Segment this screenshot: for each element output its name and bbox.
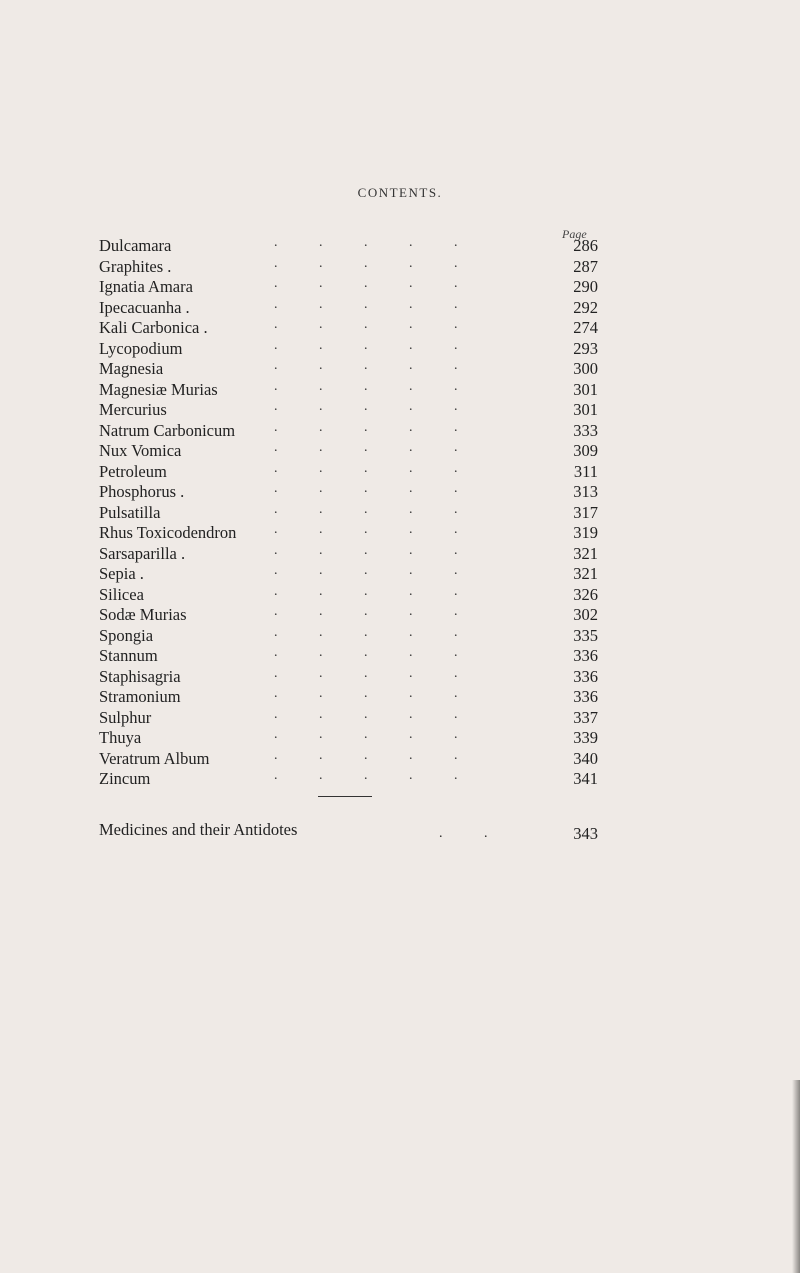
toc-entry-leader: . . . . . [274,235,458,250]
toc-entry-page: 302 [573,605,598,624]
page-edge-shadow [792,1080,800,1273]
toc-entry-page: 341 [573,769,598,788]
toc-entry-name: Ipecacuanha . [99,297,190,317]
toc-entry-leader: . . . . . [274,481,458,496]
toc-entry-name: Petroleum [99,461,167,481]
toc-entry-name: Phosphorus . [99,482,185,501]
toc-entry-name: Graphites . [99,256,172,276]
toc-entry-leader: . . . . . [274,276,458,291]
contents-heading: CONTENTS. [357,185,443,200]
toc-entry-name: Natrum Carbonicum [99,420,236,440]
toc-entry-leader: . . . . . [274,665,458,681]
final-entry-page: 343 [573,824,598,843]
toc-entry-name: Mercurius [99,400,167,419]
toc-entry-page: 340 [573,748,598,768]
toc-entry [99,769,639,790]
toc-entry-name: Nux Vomica [99,441,182,460]
toc-entry-page: 301 [573,400,598,419]
toc-entry-name: Stramonium [99,687,181,706]
toc-entry-name: Veratrum Album [99,748,210,768]
toc-entry-leader: . . . . . [274,317,458,332]
toc-entry-leader: . . . . . [274,501,458,517]
toc-entry-leader: . . . . . [274,686,458,701]
toc-entry-page: 292 [573,297,598,317]
toc-entry-leader: . . . . . [274,378,458,394]
toc-entry-page: 326 [573,584,598,604]
toc-entry-page: 309 [573,441,598,460]
toc-entry-name: Sodæ Murias [99,605,187,624]
toc-entry-leader: . . . . . [274,296,458,312]
toc-entry-page: 335 [573,625,598,645]
page-column-label: Page [562,227,587,241]
toc-entry-page: 311 [573,461,598,481]
toc-entry-name: Pulsatilla [99,502,161,522]
toc-entry-page: 337 [573,707,598,727]
toc-entry-leader: . . . . . [274,604,458,619]
toc-entry-name: Sarsaparilla . [99,543,186,563]
toc-entry-name: Magnesiæ Murias [99,379,218,399]
toc-entry-page: 339 [573,728,598,747]
toc-entry-page: 317 [573,502,598,522]
section-divider [318,796,372,797]
toc-entry-leader: . . . . . [274,768,458,783]
toc-entry-leader: . . . . . [274,358,458,373]
toc-entry-leader: . . . . . [274,440,458,455]
final-entry-leader: . . [439,826,488,841]
toc-entry-leader: . . . . . [274,706,458,722]
toc-entry-page: 290 [573,277,598,296]
toc-entry-page: 293 [573,338,598,358]
toc-entry-name: Sepia . [99,564,144,583]
toc-entry-page: 333 [573,420,598,440]
toc-entry-page: 319 [573,523,598,542]
toc-entry-leader: . . . . . [274,645,458,660]
toc-entry-leader: . . . . . [274,522,458,537]
toc-entry-leader: . . . . . [274,563,458,578]
toc-entry-name: Thuya [99,728,142,747]
toc-entry-leader: . . . . . [274,727,458,742]
toc-entry-name: Dulcamara [99,236,172,255]
toc-entry-page: 287 [573,256,598,276]
toc-entry-name: Kali Carbonica . [99,318,208,337]
table-of-contents [99,236,639,790]
toc-entry-name: Staphisagria [99,666,181,686]
toc-entry-page: 274 [573,318,598,337]
toc-entry-page: 321 [573,543,598,563]
toc-entry-leader: . . . . . [274,747,458,763]
toc-entry-leader: . . . . . [274,337,458,353]
toc-entry-name: Sulphur [99,707,152,727]
toc-entry-leader: . . . . . [274,542,458,558]
toc-entry-page: 286 [573,236,598,255]
toc-entry-name: Silicea [99,584,144,604]
toc-entry-page: 336 [573,646,598,665]
toc-entry-page: 336 [573,687,598,706]
toc-entry-leader: . . . . . [274,255,458,271]
final-entry-name: Medicines and their Antidotes [99,820,298,839]
toc-entry-leader: . . . . . [274,399,458,414]
toc-entry-name: Stannum [99,646,158,665]
toc-entry-name: Ignatia Amara [99,277,193,296]
toc-entry-name: Magnesia [99,359,164,378]
toc-entry-leader: . . . . . [274,583,458,599]
toc-entry-page: 313 [573,482,598,501]
toc-entry-name: Rhus Toxicodendron [99,523,237,542]
toc-entry-name: Spongia [99,625,154,645]
toc-entry-page: 301 [573,379,598,399]
toc-entry-leader: . . . . . [274,419,458,435]
toc-entry-leader: . . . . . [274,460,458,476]
toc-entry-page: 300 [573,359,598,378]
toc-entry-page: 336 [573,666,598,686]
toc-entry-leader: . . . . . [274,624,458,640]
toc-entry-page: 321 [573,564,598,583]
toc-entry-name: Zincum [99,769,151,788]
toc-entry-name: Lycopodium [99,338,183,358]
